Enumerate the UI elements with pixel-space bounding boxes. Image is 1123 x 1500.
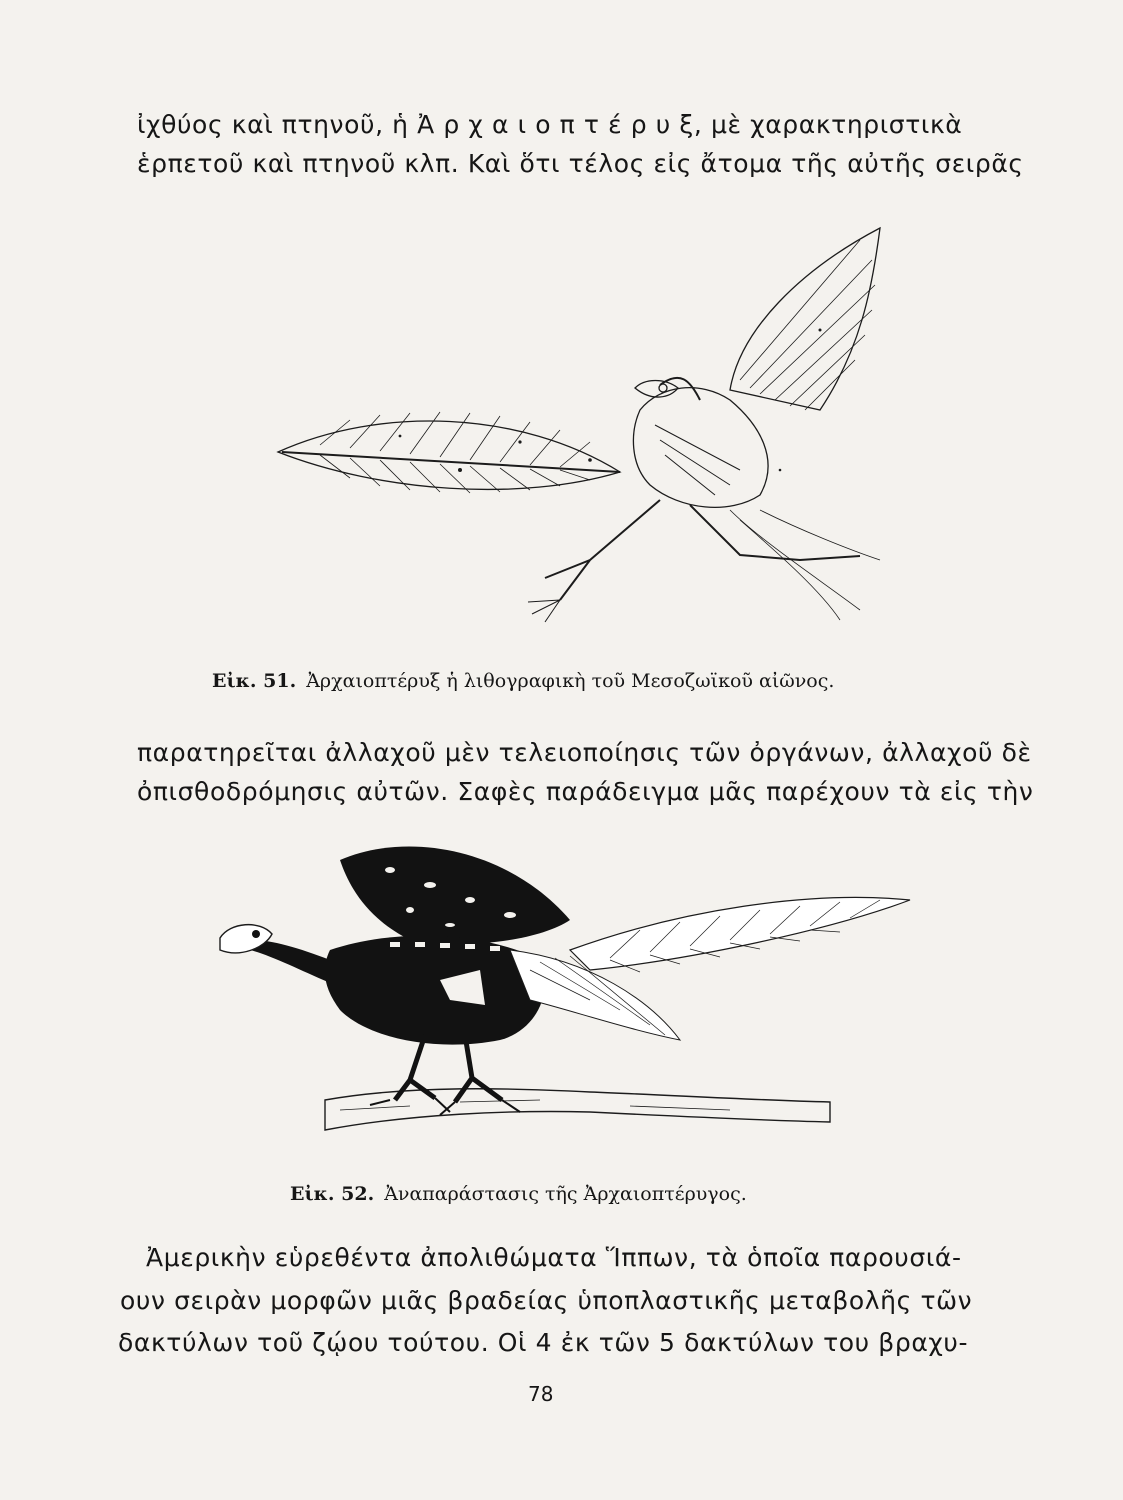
figure-51-caption [212,672,834,691]
body-text-line: παρατηρεῖται ἀλλαχοῦ μὲν τελειοποίησις τῶν ὀργάνων, ἀλλαχοῦ δὲ [137,738,1032,767]
figure-51-fossil-illustration [260,210,900,630]
body-text-line: ἑρπετοῦ καὶ πτηνοῦ κλπ. Καὶ ὅτι τέλος εἰς ἄτομα τῆς αὐτῆς σειρᾶς [137,149,1024,178]
body-text-line: δακτύλων τοῦ ζῴου τούτου. Οἱ 4 ἐκ τῶν 5 δακτύλων του βραχυ- [118,1328,969,1357]
page-number: 78 [528,1382,554,1406]
figure-51-label: Εἰκ. 51. [212,670,297,692]
figure-52-label: Εἰκ. 52. [290,1183,375,1205]
figure-52-caption [290,1185,747,1204]
body-text-line: ὀπισθοδρόμησις αὐτῶν. Σαφὲς παράδειγμα μᾶς παρέχουν τὰ εἰς τὴν [137,777,1034,806]
figure-51-caption-text: Ἀρχαιοπτέρυξ ἡ λιθογραφικὴ τοῦ Μεσοζωϊκοῦ αἰῶνος. [306,670,835,692]
body-text-line: ουν σειρὰν μορφῶν μιᾶς βραδείας ὑποπλαστικῆς μεταβολῆς τῶν [120,1286,973,1315]
body-text-line: Ἀμερικὴν εὑρεθέντα ἀπολιθώματα Ἵππων, τὰ ὁποῖα παρουσιά- [146,1243,962,1272]
figure-52-caption-text: Ἀναπαράστασις τῆς Ἀρχαιοπτέρυγος. [384,1183,747,1205]
body-text-line: ἰχθύος καὶ πτηνοῦ, ἡ Ἀ ρ χ α ι ο π τ έ ρ υ ξ, μὲ χαρακτηριστικὰ [137,110,963,139]
figure-52-reconstruction-illustration [210,830,930,1160]
